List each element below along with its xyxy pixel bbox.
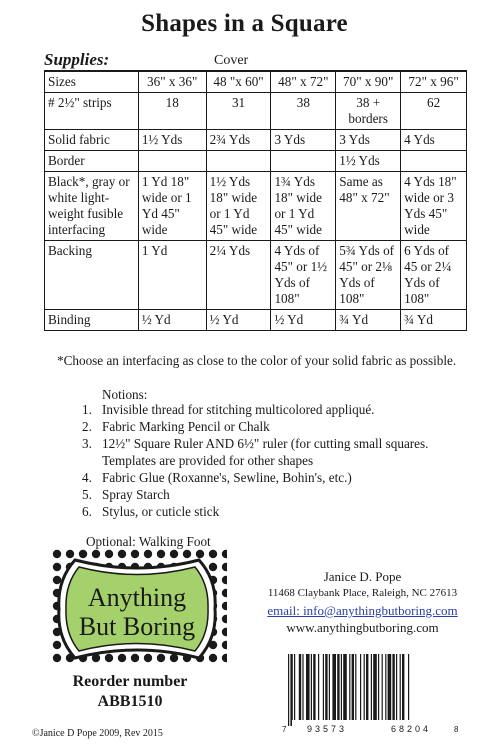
page-title: Shapes in a Square: [141, 10, 348, 37]
table-cell: [138, 151, 206, 172]
reorder-block: [30, 672, 230, 712]
list-item-text: Fabric Glue (Roxanne's, Sewline, Bohin's, etc.): [102, 470, 352, 485]
row-label: Backing: [45, 241, 139, 310]
list-item: [82, 503, 462, 520]
list-item: [82, 418, 462, 435]
designer-name: Janice D. Pope: [323, 569, 402, 584]
table-cell: 70" x 90": [336, 71, 401, 93]
table-cell: 48 "x 60": [206, 71, 271, 93]
list-item-number: 5.: [82, 487, 92, 502]
table-cell: 18: [138, 93, 206, 130]
mailing-address: 11468 Claybank Place, Raleigh, NC 27613: [267, 587, 458, 599]
copyright-line: ©Janice D Pope 2009, Rev 2015: [32, 728, 163, 739]
list-item-text: Invisible thread for stitching multicolored appliqué.: [102, 402, 375, 417]
table-cell: 4 Yds of 45" or 1½ Yds of 108": [271, 241, 336, 310]
list-item: [82, 486, 462, 503]
table-cell: ½ Yd: [271, 310, 336, 331]
row-label: Black*, gray or white light-weight fusible interfacing: [45, 172, 139, 241]
website-link[interactable]: www.anythingbutboring.com: [286, 620, 439, 635]
table-cell: 3 Yds: [271, 130, 336, 151]
table-cell: ½ Yd: [206, 310, 271, 331]
barcode: [278, 654, 463, 734]
table-cell: 2¼ Yds: [206, 241, 271, 310]
barcode-left-digit: 7: [282, 725, 287, 734]
table-cell: 1½ Yds 18" wide or 1 Yd 45" wide: [206, 172, 271, 241]
table-cell: 38 + borders: [336, 93, 401, 130]
table-row: [45, 172, 467, 241]
table-cell: 36" x 36": [138, 71, 206, 93]
list-item-number: 3.: [82, 436, 92, 451]
list-item-number: 2.: [82, 419, 92, 434]
list-item: [82, 435, 462, 469]
reorder-label: Reorder number: [72, 673, 188, 690]
logo-line-1: Anything: [87, 583, 187, 612]
table-cell: Same as 48" x 72": [336, 172, 401, 241]
table-cell: 1 Yd 18" wide or 1 Yd 45" wide: [138, 172, 206, 241]
email-link[interactable]: email: info@anythingbutboring.com: [267, 603, 458, 618]
table-cell: 1½ Yds: [138, 130, 206, 151]
table-cell: 72" x 96": [401, 71, 467, 93]
contact-block: [235, 568, 489, 636]
table-cell: [401, 151, 467, 172]
list-item-number: 1.: [82, 402, 92, 417]
list-item: [82, 401, 462, 418]
table-cell: 48" x 72": [271, 71, 336, 93]
row-label: # 2½" strips: [45, 93, 139, 130]
list-item-text: 12½" Square Ruler AND 6½" ruler (for cutting small squares. Templates are provided for other shapes: [102, 436, 429, 468]
table-cell: 2¾ Yds: [206, 130, 271, 151]
table-row: [45, 241, 467, 310]
supplies-table: [44, 70, 467, 331]
table-cell: ¾ Yd: [336, 310, 401, 331]
barcode-group-1: 93573: [306, 724, 348, 734]
logo-line-2: But Boring: [78, 612, 196, 641]
row-label: Binding: [45, 310, 139, 331]
list-item-number: 6.: [82, 504, 92, 519]
barcode-group-2: 68204: [390, 724, 432, 734]
reorder-number: ABB1510: [97, 693, 163, 710]
supplies-heading: Supplies:: [44, 50, 110, 69]
table-cell: 1¾ Yds 18" wide or 1 Yd 45" wide: [271, 172, 336, 241]
list-item: [82, 469, 462, 486]
list-item-number: 4.: [82, 470, 92, 485]
barcode-right-digit: 8: [454, 725, 459, 734]
table-cell: 31: [206, 93, 271, 130]
table-cell: [206, 151, 271, 172]
list-item-text: Stylus, or cuticle stick: [102, 504, 220, 519]
table-cell: ½ Yd: [138, 310, 206, 331]
table-cell: 1 Yd: [138, 241, 206, 310]
table-cell: 4 Yds: [401, 130, 467, 151]
notions-heading: Notions:: [102, 387, 148, 402]
table-cell: 62: [401, 93, 467, 130]
table-cell: 3 Yds: [336, 130, 401, 151]
table-cell: 4 Yds 18" wide or 3 Yds 45" wide: [401, 172, 467, 241]
table-cell: 6 Yds of 45 or 2¼ Yds of 108": [401, 241, 467, 310]
table-row: [45, 71, 467, 93]
table-row: [45, 151, 467, 172]
table-cell: 5¾ Yds of 45" or 2⅛ Yds of 108": [336, 241, 401, 310]
cover-label: Cover: [214, 53, 249, 68]
anything-but-boring-logo: [47, 548, 227, 670]
table-cell: 1½ Yds: [336, 151, 401, 172]
optional-notion: Optional: Walking Foot: [86, 534, 211, 549]
table-row: [45, 93, 467, 130]
table-row: [45, 310, 467, 331]
notions-list: [82, 401, 462, 520]
table-cell: 38: [271, 93, 336, 130]
table-cell: ¾ Yd: [401, 310, 467, 331]
list-item-text: Spray Starch: [102, 487, 170, 502]
row-label: Border: [45, 151, 139, 172]
row-label: Sizes: [45, 71, 139, 93]
table-cell: [271, 151, 336, 172]
table-row: [45, 130, 467, 151]
list-item-text: Fabric Marking Pencil or Chalk: [102, 419, 270, 434]
row-label: Solid fabric: [45, 130, 139, 151]
interfacing-footnote: *Choose an interfacing as close to the color of your solid fabric as possible.: [57, 353, 457, 368]
